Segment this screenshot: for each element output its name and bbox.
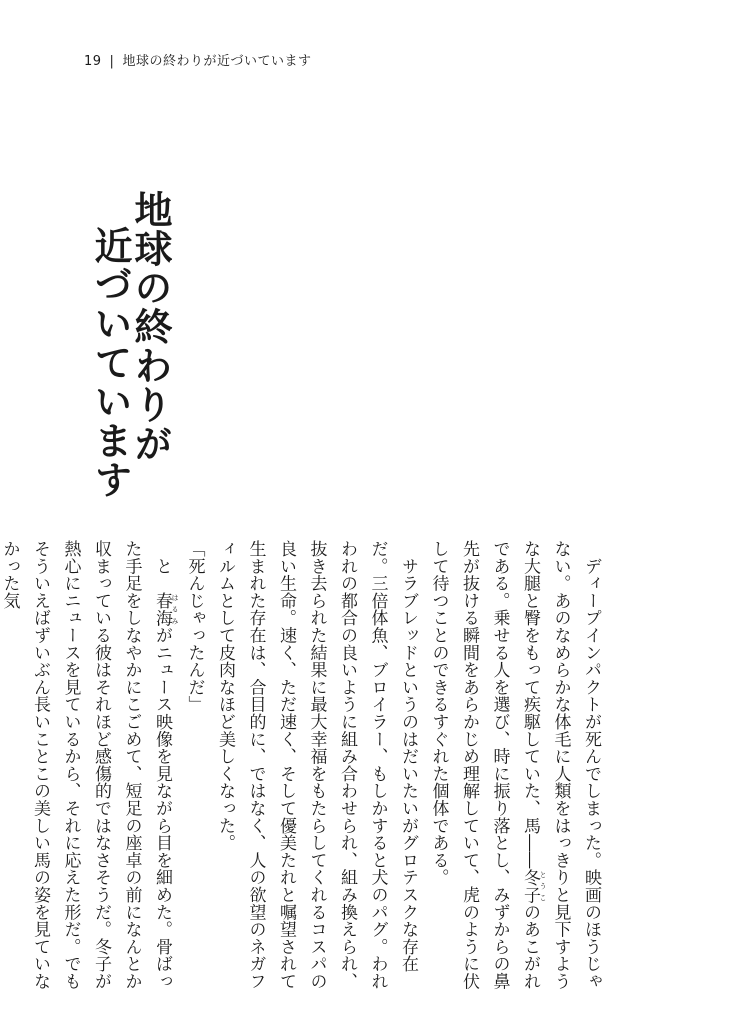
chapter-title-line-1: 地球の終わりが <box>128 190 173 463</box>
paragraph-1-text-b: のあこがれである。乗せる人を選び、時に振り落とし、みずからの鼻先が抜ける瞬間をあらかじめ理解していて、虎のように伏して待つことのできるすぐれた個体である。 <box>428 540 540 990</box>
body-text <box>0 540 606 990</box>
ruby-reading: はるみ <box>171 591 179 627</box>
paragraph-3: 「死んじゃったんだ」 <box>184 540 205 713</box>
ruby-base: 春海 <box>152 591 172 627</box>
ruby-harumi <box>152 591 179 627</box>
ruby-base: 冬子 <box>520 868 540 904</box>
running-header <box>84 50 311 69</box>
running-title: 地球の終わりが近づいています <box>122 54 312 69</box>
chapter-title-line-2: 近づいています <box>88 226 133 499</box>
paragraph-4-text-a: と <box>152 557 172 575</box>
paragraph-4-text-b: がニュース映像を見ながら目を細めた。骨ばった手足をしなやかにこごめて、短足の座卓の前になんとか収まっている彼はそれほど感傷的ではなさそうだ。冬子が熱心にニュースを見ているから、それに応えた形だ。でもそういえばずいぶん長いことこの美しい馬の姿を見ていなかった気 <box>0 540 172 990</box>
ruby-reading: とうこ <box>539 868 547 904</box>
paragraph-1 <box>423 540 606 990</box>
page-number: 19 <box>84 54 102 69</box>
paragraph-2-text: サラブレッドというのはだいたいがグロテスクな存在だ。三倍体魚、ブロイラー、もしかすると犬のパグ。われわれの都合の良いように組み合わせられ、組み換えられ、抜き去られた結果に最大幸福をもたらしてくれるコスパの良い生命。速く、ただ速く、そして優美たれと嘱望されて生まれた存在は、合目的に、ではなく、人の欲望のネガフィルムとして皮肉なほど美しくなった。 <box>215 540 418 990</box>
chapter-title <box>88 190 173 499</box>
paragraph-1-text-a: ディープインパクトが死んでしまった。映画のほうじゃない。あのなめらかな体毛に人類をはっきりと見下すような大腿と臀をもって疾駆していた、馬―― <box>520 540 601 990</box>
ruby-touko <box>520 868 547 904</box>
paragraph-4 <box>0 540 179 990</box>
header-separator: | <box>109 54 115 69</box>
paragraph-2 <box>210 540 424 990</box>
